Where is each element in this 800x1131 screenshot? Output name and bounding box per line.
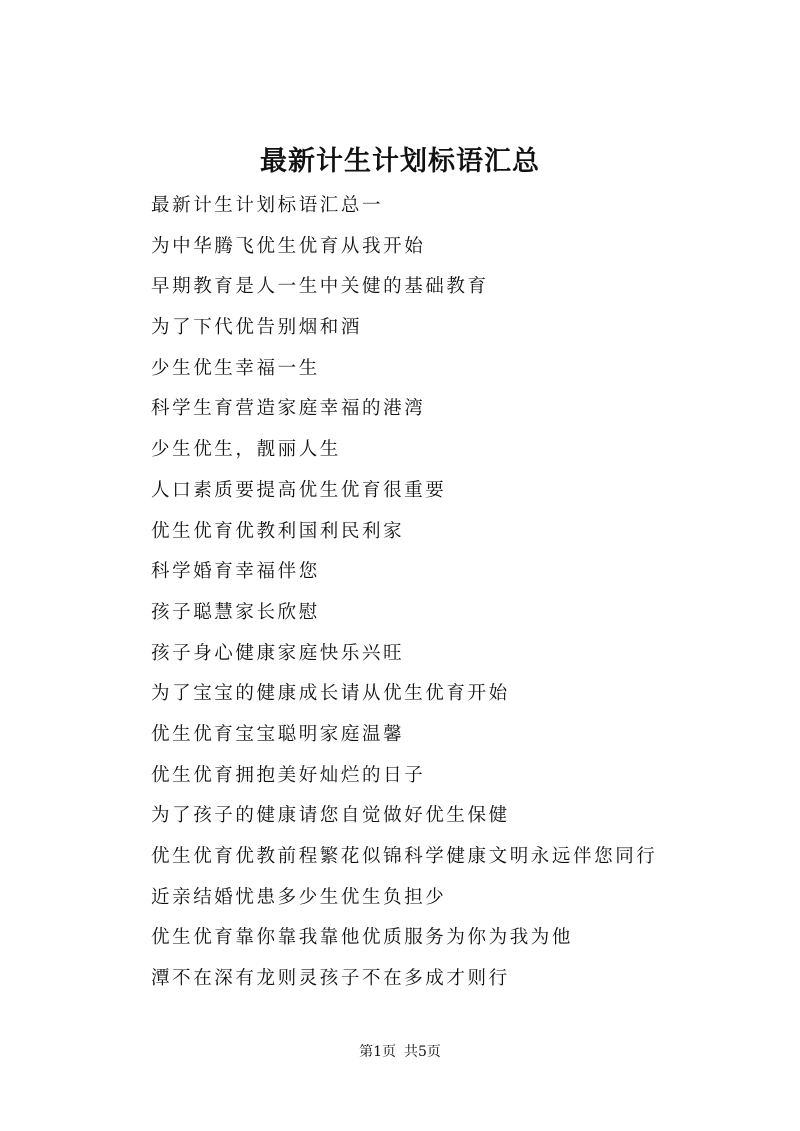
slogan-line: 近亲结婚忧患多少生优生负担少: [151, 886, 447, 908]
slogan-line: 科学婚育幸福伴您: [151, 561, 320, 583]
slogan-line: 孩子聪慧家长欣慰: [151, 601, 320, 623]
document-title: 最新计生计划标语汇总: [260, 146, 540, 177]
page-number: 第1页: [359, 1044, 396, 1060]
slogan-line: 优生优育优教前程繁花似锦科学健康文明永远伴您同行: [151, 846, 658, 867]
slogan-line: 优生优育优教利国利民利家: [151, 520, 405, 542]
slogan-line: 优生优育靠你靠我靠他优质服务为你为我为他: [151, 927, 574, 949]
slogan-line: 少生优生幸福一生: [151, 357, 320, 379]
slogan-line: 为了孩子的健康请您自觉做好优生保健: [151, 805, 510, 827]
slogan-line: 少生优生，靓丽人生: [151, 439, 341, 461]
slogan-line: 为了宝宝的健康成长请从优生优育开始: [151, 683, 510, 705]
slogan-line: 优生优育拥抱美好灿烂的日子: [151, 764, 426, 786]
slogan-line: 为中华腾飞优生优育从我开始: [151, 235, 426, 257]
page-count: 共5页: [404, 1044, 441, 1060]
slogan-line: 优生优育宝宝聪明家庭温馨: [151, 723, 405, 745]
slogan-line: 孩子身心健康家庭快乐兴旺: [151, 642, 405, 664]
slogan-line: 人口素质要提高优生优育很重要: [151, 479, 447, 501]
slogan-line: 早期教育是人一生中关健的基础教育: [151, 276, 489, 298]
slogan-line: 潭不在深有龙则灵孩子不在多成才则行: [151, 968, 510, 990]
page-footer: [0, 1042, 800, 1062]
slogan-line: 科学生育营造家庭幸福的港湾: [151, 398, 426, 420]
slogan-line: 最新计生计划标语汇总一: [151, 195, 384, 216]
slogan-line: 为了下代优告别烟和酒: [151, 317, 363, 339]
slogan-list: [151, 186, 771, 1000]
